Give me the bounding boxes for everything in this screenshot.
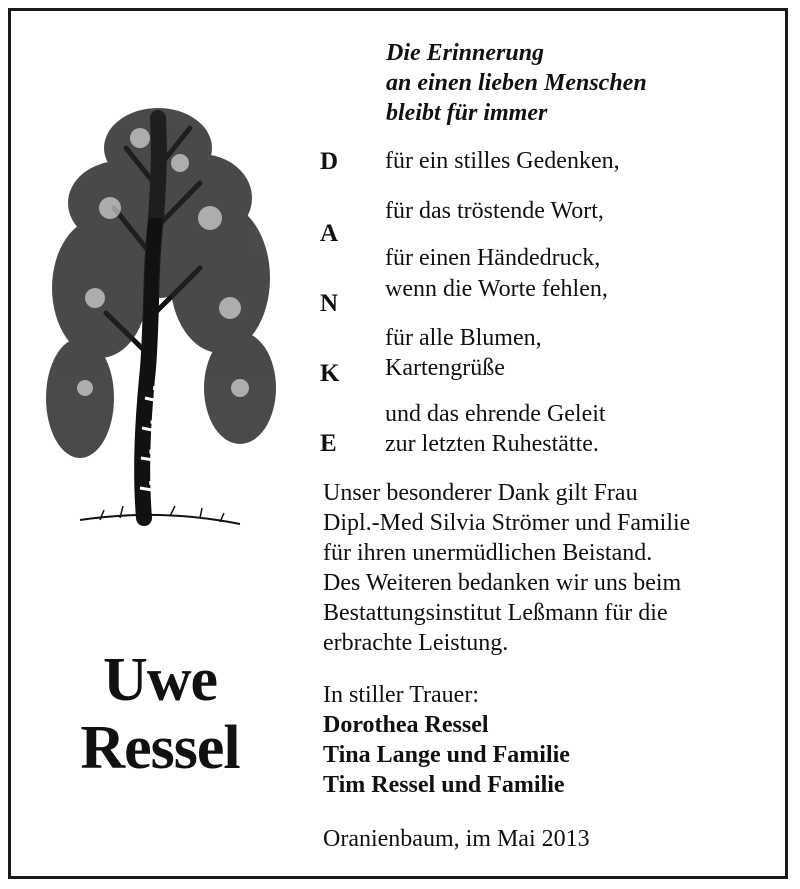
- danke-letter: E: [320, 430, 337, 457]
- danke-line: und das ehrende Geleit: [385, 401, 606, 427]
- motto-line: Die Erinnerung: [386, 40, 545, 66]
- motto: [386, 38, 647, 128]
- thanks-paragraph: [323, 478, 690, 658]
- danke-line: für ein stilles Gedenken,: [385, 148, 620, 174]
- mourner-name: Dorothea Ressel: [323, 712, 489, 738]
- deceased-last-name: Ressel: [80, 714, 240, 782]
- mourner-name: Tim Ressel und Familie: [323, 772, 565, 798]
- thanks-line: Dipl.-Med Silvia Strömer und Familie: [323, 510, 691, 536]
- danke-line: für alle Blumen,: [385, 325, 542, 351]
- danke-letter: K: [320, 360, 340, 387]
- mourner-name: Tina Lange und Familie: [323, 742, 570, 768]
- deceased-first-name: Uwe: [102, 646, 218, 714]
- danke-line: wenn die Worte fehlen,: [385, 276, 608, 302]
- place-date: Oranienbaum, im Mai 2013: [323, 826, 590, 852]
- danke-line: Kartengrüße: [385, 355, 505, 381]
- motto-line: an einen lieben Menschen: [386, 70, 647, 96]
- birch-tree-icon: [40, 88, 280, 533]
- danke-line: für einen Händedruck,: [385, 245, 601, 271]
- thanks-line: für ihren unermüdlichen Beistand.: [323, 540, 653, 566]
- thanks-line: erbrachte Leistung.: [323, 630, 509, 656]
- danke-line: für das tröstende Wort,: [385, 198, 604, 224]
- danke-letter: N: [320, 290, 339, 317]
- danke-line: zur letzten Ruhestätte.: [385, 431, 599, 457]
- motto-line: bleibt für immer: [386, 100, 548, 126]
- danke-letter: D: [320, 148, 339, 175]
- mourning-intro: In stiller Trauer:: [323, 682, 479, 708]
- thanks-line: Des Weiteren bedanken wir uns beim: [323, 570, 682, 596]
- danke-letter: A: [320, 220, 339, 247]
- thanks-line: Unser besonderer Dank gilt Frau: [323, 480, 638, 506]
- deceased-name: [40, 646, 280, 782]
- thanks-line: Bestattungsinstitut Leßmann für die: [323, 600, 668, 626]
- mourners-block: [323, 680, 570, 800]
